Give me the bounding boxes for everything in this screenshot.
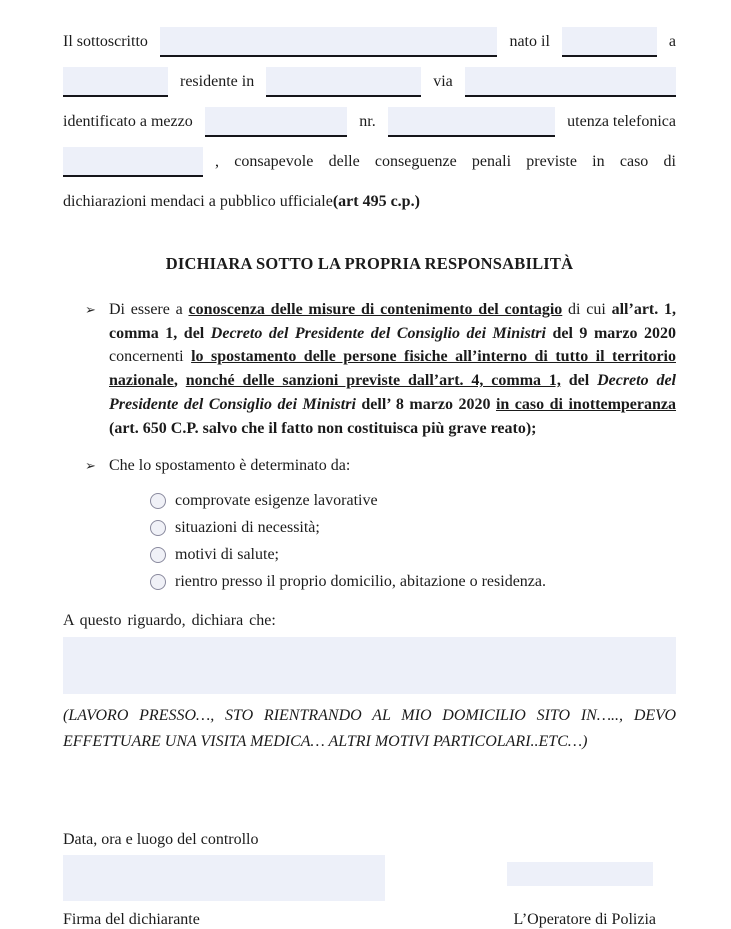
intro-line-1 [63, 22, 676, 62]
decl1-seg: nonché delle sanzioni previste dall’art. 4, comma 1, [185, 372, 561, 390]
residence-city-field[interactable] [266, 67, 421, 97]
radio-work[interactable] [150, 493, 166, 509]
declaration-bullet-2 [63, 454, 676, 478]
intro-line-4 [63, 142, 676, 182]
movement-reason-label: Che lo spostamento è determinato da: [109, 457, 351, 475]
decl1-seg: in caso di inottemperanza [495, 395, 677, 413]
decl1-seg: lo spostamento delle persone fisiche all’interno di tutto il territorio nazionale [109, 348, 676, 390]
decl1-seg: all’art. 1, comma 1, del [109, 301, 677, 342]
arrow-bullet-icon: ➢ [85, 302, 96, 317]
birth-date-field[interactable] [562, 27, 657, 57]
label-dichiarazioni-mendaci: dichiarazioni mendaci a pubblico ufficiale [63, 193, 333, 210]
declaration-textarea[interactable] [63, 637, 676, 694]
label-il-sottoscritto: Il sottoscritto [63, 33, 148, 50]
option-label-return-home: rientro presso il proprio domicilio, abitazione o residenza. [175, 573, 546, 591]
option-row-return-home [150, 569, 676, 596]
label-art-495: (art 495 c.p.) [332, 193, 420, 210]
option-label-necessity: situazioni di necessità; [175, 519, 320, 537]
id-number-field[interactable] [388, 107, 555, 137]
phone-field[interactable] [63, 147, 203, 177]
declaration-bullet-1 [63, 298, 676, 440]
radio-necessity[interactable] [150, 520, 166, 536]
declaration-hint [63, 703, 676, 755]
id-type-field[interactable] [205, 107, 348, 137]
hint-line-1: (LAVORO PRESSO…, STO RIENTRANDO AL MIO DOMICILIO SITO IN….., DEVO [63, 706, 676, 724]
decl1-seg: concernenti [109, 348, 192, 366]
option-row-work [150, 488, 676, 515]
intro-line-3 [63, 102, 676, 142]
movement-reason-options [63, 488, 676, 596]
birth-place-field[interactable] [63, 67, 168, 97]
label-consapevole: , consapevole delle conseguenze penali previste in caso di [215, 153, 676, 170]
police-operator-label: L’Operatore di Polizia [513, 910, 656, 928]
intro-line-2 [63, 62, 676, 102]
option-row-health [150, 542, 676, 569]
street-field[interactable] [465, 67, 676, 97]
label-utenza-telefonica: utenza telefonica [567, 113, 676, 130]
signature-row [63, 911, 676, 929]
label-via: via [433, 73, 453, 90]
decl1-seg: conoscenza delle misure di contenimento del contagio [188, 301, 563, 318]
label-a: a [668, 33, 676, 50]
police-signature-field[interactable] [507, 862, 653, 886]
label-identificato-a-mezzo: identificato a mezzo [63, 113, 193, 130]
option-label-work: comprovate esigenze lavorative [175, 492, 378, 510]
intro-line-5 [63, 182, 676, 222]
decl1-seg: del 9 marzo 2020 [545, 324, 676, 342]
declarant-signature-label: Firma del dichiarante [63, 910, 200, 928]
section-heading: DICHIARA SOTTO LA PROPRIA RESPONSABILITÀ [165, 254, 574, 273]
option-row-necessity [150, 515, 676, 542]
declaration-detail-label: A questo riguardo, dichiara che: [63, 611, 276, 629]
radio-return-home[interactable] [150, 574, 166, 590]
decl1-seg: Decreto del Presidente del Consiglio dei Ministri [210, 324, 546, 342]
label-residente-in: residente in [180, 73, 255, 90]
control-datetime-field[interactable] [63, 855, 385, 901]
option-label-health: motivi di salute; [175, 546, 279, 564]
decl1-seg: del [560, 372, 598, 390]
label-nato-il: nato il [509, 33, 550, 50]
name-field[interactable] [160, 27, 498, 57]
decl1-seg: Di essere a [109, 301, 189, 318]
hint-line-2: EFFETTUARE UNA VISITA MEDICA… ALTRI MOTIVI PARTICOLARI..ETC…) [63, 732, 588, 750]
decl1-seg: dell’ 8 marzo 2020 [355, 395, 496, 413]
decl1-seg: Decreto del Presidente del Consiglio dei Ministri [109, 372, 676, 413]
declaration-paragraph-1 [109, 298, 676, 440]
decl1-seg: , [173, 372, 186, 390]
decl1-seg: di cui [562, 301, 612, 318]
label-nr: nr. [359, 113, 376, 130]
control-datetime-label: Data, ora e luogo del controllo [63, 830, 259, 848]
decl1-seg: (art. 650 C.P. salvo che il fatto non costituisca più grave reato); [109, 419, 537, 437]
radio-health[interactable] [150, 547, 166, 563]
arrow-bullet-icon: ➢ [85, 458, 96, 474]
